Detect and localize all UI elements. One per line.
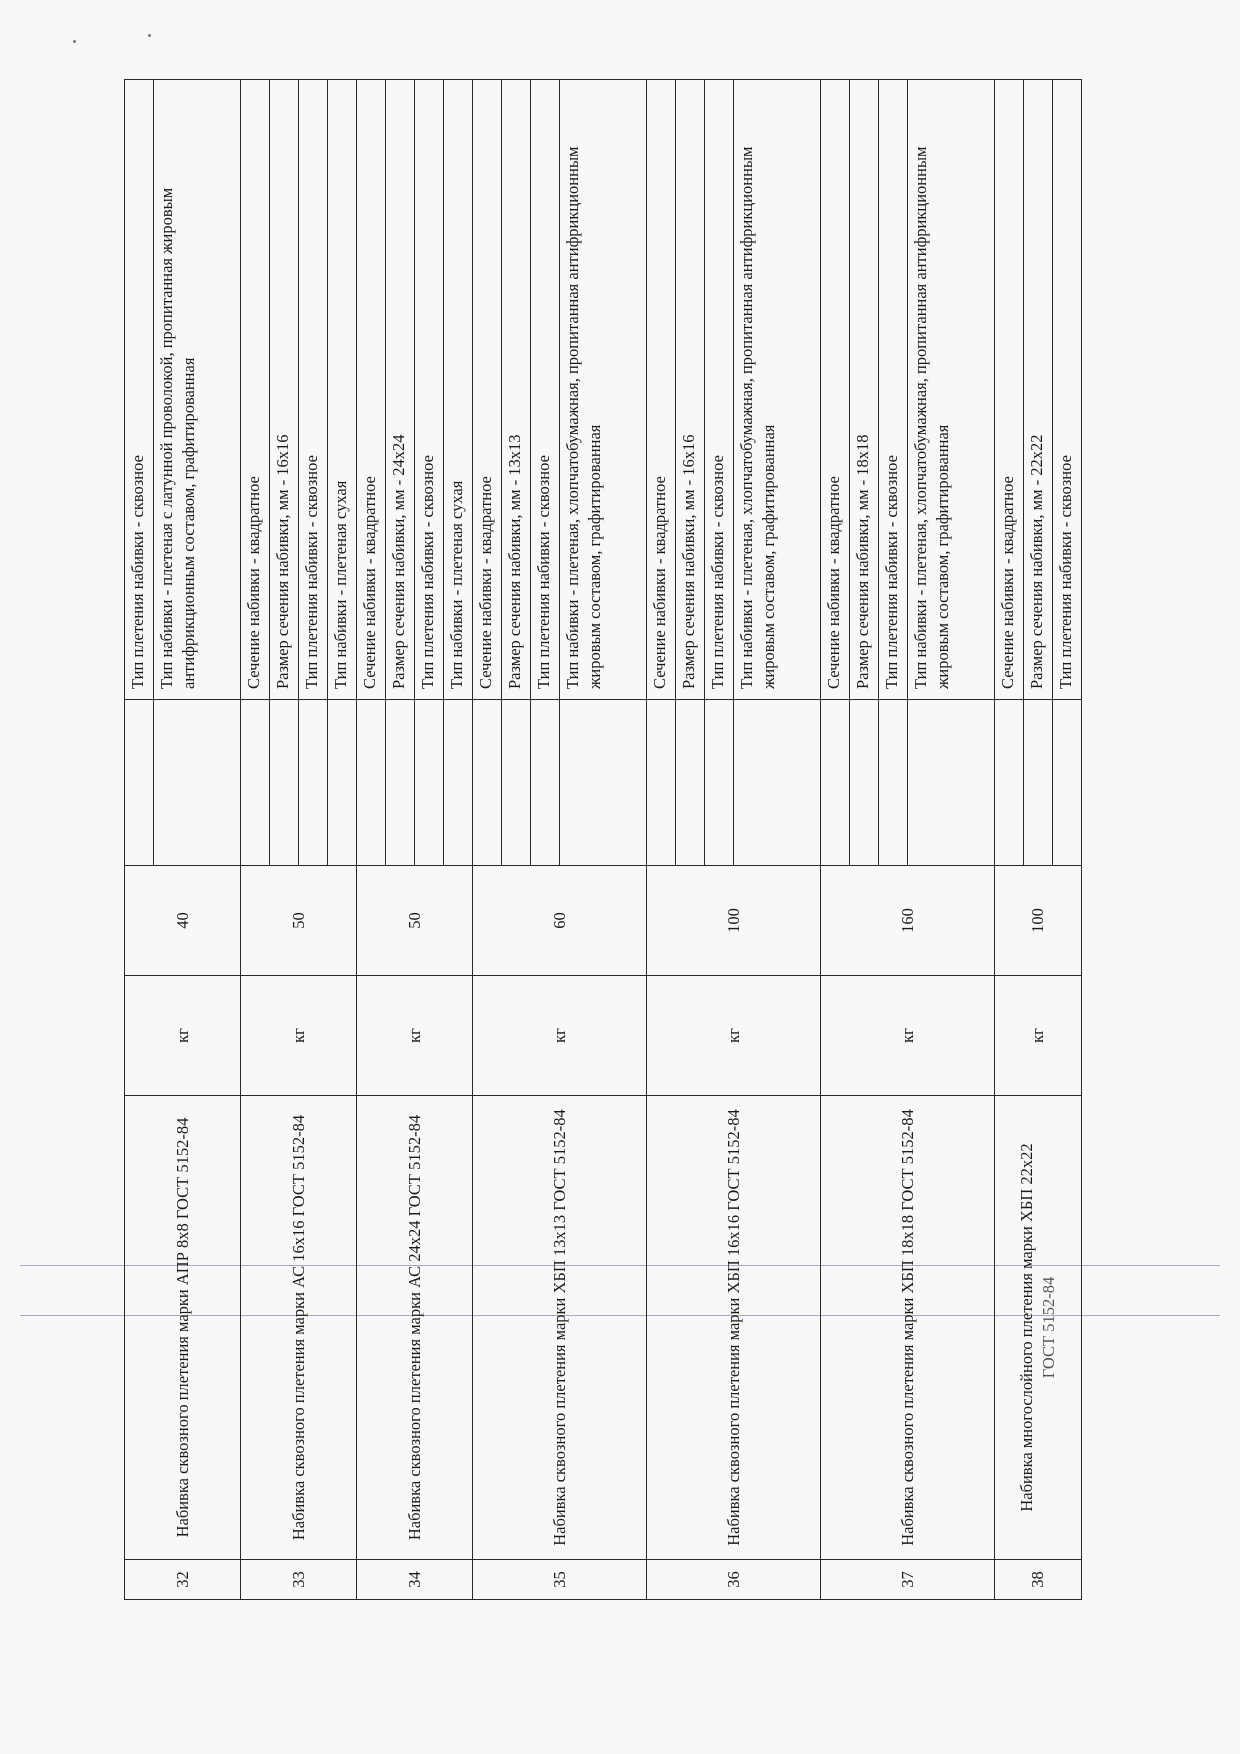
specification-cell: Тип плетения набивки - сквозное <box>879 80 908 700</box>
table-row <box>357 80 386 1600</box>
specification-cell: Сечение набивки - квадратное <box>821 80 850 700</box>
blank-cell <box>328 700 357 866</box>
blank-cell <box>357 700 386 866</box>
blank-cell <box>647 700 676 866</box>
blank-cell <box>270 700 299 866</box>
table-row <box>241 80 270 1600</box>
item-name-text: Набивка сквозного плетения марки АПР 8х8 ГОСТ 5152-84 <box>172 1117 192 1538</box>
blank-cell <box>908 700 995 866</box>
quantity: 60 <box>473 866 647 976</box>
item-name <box>473 1096 647 1560</box>
blank-cell <box>1053 700 1082 866</box>
item-name <box>647 1096 821 1560</box>
blank-cell <box>241 700 270 866</box>
blank-cell <box>415 700 444 866</box>
table-row <box>995 80 1024 1600</box>
unit-of-measure: кг <box>473 976 647 1096</box>
specification-cell: Тип плетения набивки - сквозное <box>415 80 444 700</box>
specification-cell: Тип плетения набивки - сквозное <box>705 80 734 700</box>
blank-cell <box>531 700 560 866</box>
specification-cell: Размер сечения набивки, мм - 16х16 <box>676 80 705 700</box>
specification-cell: Тип набивки - плетеная сухая <box>444 80 473 700</box>
unit-of-measure: кг <box>241 976 357 1096</box>
specification-cell: Сечение набивки - квадратное <box>357 80 386 700</box>
blank-cell <box>473 700 502 866</box>
specification-cell: Тип набивки - плетеная сухая <box>328 80 357 700</box>
specification-cell: Размер сечения набивки, мм - 18х18 <box>850 80 879 700</box>
specification-cell: Сечение набивки - квадратное <box>995 80 1024 700</box>
blank-cell <box>734 700 821 866</box>
blank-cell <box>705 700 734 866</box>
item-name <box>995 1096 1082 1560</box>
blank-cell <box>1024 700 1053 866</box>
scan-speck <box>148 34 151 37</box>
blank-cell <box>821 700 850 866</box>
table-row <box>473 80 502 1600</box>
item-name <box>821 1096 995 1560</box>
item-name-text: Набивка сквозного плетения марки ХБП 18х18 ГОСТ 5152-84 <box>897 1109 917 1546</box>
specification-cell: Сечение набивки - квадратное <box>647 80 676 700</box>
specification-cell: Тип набивки - плетеная, хлопчатобумажная, пропитанная антифрикционным жировым составом, графитированная <box>734 80 821 700</box>
specification-cell: Тип плетения набивки - сквозное <box>1053 80 1082 700</box>
item-name <box>125 1096 241 1560</box>
specification-cell: Тип набивки - плетеная, хлопчатобумажная, пропитанная антифрикционным жировым составом, графитированная <box>908 80 995 700</box>
specification-cell: Сечение набивки - квадратное <box>241 80 270 700</box>
unit-of-measure: кг <box>821 976 995 1096</box>
blank-cell <box>995 700 1024 866</box>
item-name-cut-text: ГОСТ 5152-84 <box>1039 1276 1058 1379</box>
specification-cell: Тип плетения набивки - сквозное <box>531 80 560 700</box>
blank-cell <box>444 700 473 866</box>
quantity: 100 <box>647 866 821 976</box>
item-name-text: Набивка сквозного плетения марки ХБП 16х16 ГОСТ 5152-84 <box>723 1109 743 1546</box>
blank-cell <box>879 700 908 866</box>
quantity: 50 <box>357 866 473 976</box>
row-number: 37 <box>821 1560 995 1600</box>
row-number: 32 <box>125 1560 241 1600</box>
item-name-text: Набивка сквозного плетения марки ХБП 13х13 ГОСТ 5152-84 <box>549 1109 569 1546</box>
blank-cell <box>676 700 705 866</box>
specification-cell: Размер сечения набивки, мм - 22х22 <box>1024 80 1053 700</box>
blank-cell <box>386 700 415 866</box>
specification-cell: Тип набивки - плетеная, хлопчатобумажная, пропитанная антифрикционным жировым составом, графитированная <box>560 80 647 700</box>
specification-cell: Тип плетения набивки - сквозное <box>299 80 328 700</box>
blank-cell <box>125 700 154 866</box>
unit-of-measure: кг <box>995 976 1082 1096</box>
item-name-text: Набивка многослойного плетения марки ХБП 22х22 <box>1017 1143 1037 1512</box>
unit-of-measure: кг <box>125 976 241 1096</box>
row-number: 36 <box>647 1560 821 1600</box>
blank-cell <box>560 700 647 866</box>
item-name-text: Набивка сквозного плетения марки АС 16х16 ГОСТ 5152-84 <box>288 1114 308 1541</box>
specification-cell: Тип плетения набивки - сквозное <box>125 80 154 700</box>
row-number: 33 <box>241 1560 357 1600</box>
specification-cell: Тип набивки - плетеная с латунной проволокой, пропитанная жировым антифрикционным составом, графитированная <box>154 80 241 700</box>
row-number: 34 <box>357 1560 473 1600</box>
specification-cell: Размер сечения набивки, мм - 13х13 <box>502 80 531 700</box>
specification-table <box>124 79 1082 1600</box>
blank-cell <box>502 700 531 866</box>
table-row <box>647 80 676 1600</box>
rotated-table-wrapper <box>124 80 1075 1600</box>
specification-cell: Размер сечения набивки, мм - 16х16 <box>270 80 299 700</box>
table-row <box>125 80 154 1600</box>
row-number: 35 <box>473 1560 647 1600</box>
quantity: 160 <box>821 866 995 976</box>
blank-cell <box>154 700 241 866</box>
blank-cell <box>850 700 879 866</box>
table-row <box>821 80 850 1600</box>
quantity: 100 <box>995 866 1082 976</box>
row-number: 38 <box>995 1560 1082 1600</box>
specification-cell: Сечение набивки - квадратное <box>473 80 502 700</box>
item-name-text: Набивка сквозного плетения марки АС 24х24 ГОСТ 5152-84 <box>404 1114 424 1541</box>
quantity: 40 <box>125 866 241 976</box>
unit-of-measure: кг <box>357 976 473 1096</box>
scan-speck <box>73 40 76 43</box>
quantity: 50 <box>241 866 357 976</box>
unit-of-measure: кг <box>647 976 821 1096</box>
blank-cell <box>299 700 328 866</box>
table-body <box>125 80 1082 1600</box>
specification-cell: Размер сечения набивки, мм - 24х24 <box>386 80 415 700</box>
item-name <box>241 1096 357 1560</box>
item-name <box>357 1096 473 1560</box>
